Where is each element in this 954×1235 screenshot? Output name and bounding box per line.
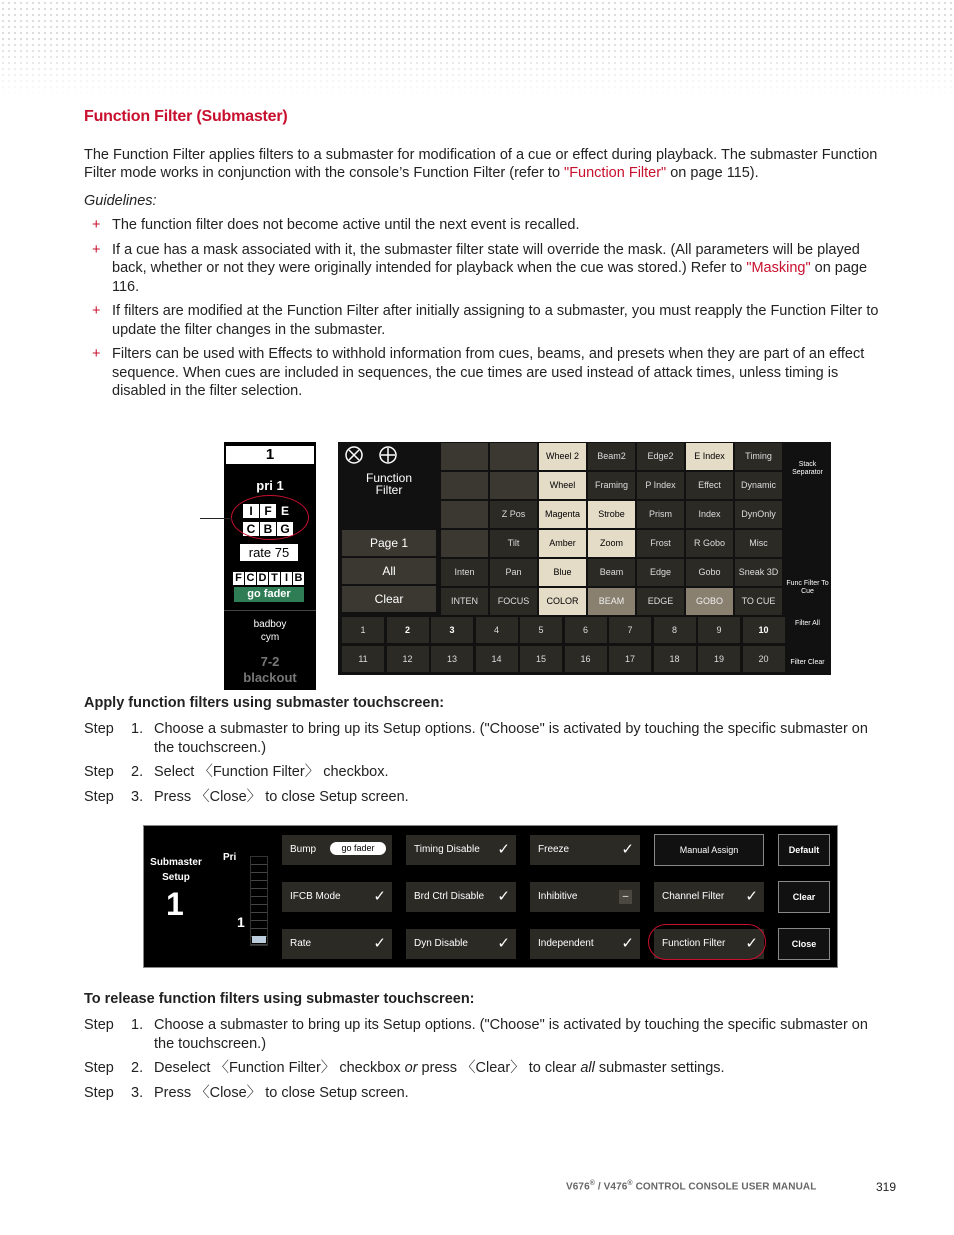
fcd-boxes bbox=[233, 568, 313, 586]
filter-cell[interactable]: FOCUS bbox=[490, 588, 537, 615]
check-icon: ✓ bbox=[745, 935, 758, 952]
check-icon: ✓ bbox=[497, 935, 510, 952]
number-button[interactable]: 7 bbox=[609, 617, 651, 643]
number-button[interactable]: 19 bbox=[698, 646, 740, 672]
function-filter-title bbox=[342, 472, 436, 496]
step-label: Step bbox=[84, 764, 114, 780]
guidelines-label: Guidelines: bbox=[84, 193, 157, 209]
title-line: Setup bbox=[162, 872, 190, 883]
number-button[interactable]: 18 bbox=[654, 646, 696, 672]
fcd-box: F bbox=[233, 572, 244, 585]
filter-cell[interactable]: Beam2 bbox=[588, 443, 635, 470]
empty-cell[interactable] bbox=[441, 501, 488, 528]
list-item bbox=[92, 302, 892, 339]
number-button[interactable]: 17 bbox=[609, 646, 651, 672]
inhibitive-label: Inhibitive bbox=[538, 891, 578, 902]
number-button[interactable]: 20 bbox=[743, 646, 785, 672]
filter-cell[interactable]: Dynamic bbox=[735, 472, 782, 499]
function-filter-panel bbox=[338, 442, 831, 675]
filter-cell[interactable]: Sneak 3D bbox=[735, 559, 782, 586]
number-button[interactable]: 3 bbox=[431, 617, 473, 643]
setup-number: 1 bbox=[166, 886, 184, 922]
level-label: 1 bbox=[237, 914, 245, 930]
step-item bbox=[84, 788, 874, 807]
filter-cell[interactable]: Tilt bbox=[490, 530, 537, 557]
step-text: Choose a submaster to bring up its Setup options. ("Choose" is activated by touching the specific submaster on the touchscreen.) bbox=[154, 721, 868, 756]
fcd-box: C bbox=[246, 572, 255, 584]
filter-cell[interactable]: Prism bbox=[637, 501, 684, 528]
step-text-part: press 〈Clear〉 to clear bbox=[417, 1060, 581, 1076]
step-number: 2. bbox=[131, 764, 144, 780]
independent-label: Independent bbox=[538, 938, 594, 949]
step-label: Step bbox=[84, 1084, 114, 1101]
bullet-text: If a cue has a mask associated with it, the submaster filter state will override the mask. (All parameters will be played back, whether or not they were originally intended for playback when the cue was stored.) Refer to bbox=[112, 241, 860, 276]
filter-cell[interactable]: GOBO bbox=[686, 588, 733, 615]
title-line: Filter bbox=[375, 483, 403, 497]
step-text: Press 〈Close〉 to close Setup screen. bbox=[154, 788, 409, 805]
apply-heading: Apply function filters using submaster touchscreen: bbox=[84, 695, 445, 711]
bullet-text-end: on page 116. bbox=[112, 260, 868, 295]
filter-cell[interactable]: Zoom bbox=[588, 530, 635, 557]
check-icon: ✓ bbox=[621, 841, 634, 858]
filter-cell[interactable]: EDGE bbox=[637, 588, 684, 615]
filter-cell[interactable]: Amber bbox=[539, 530, 586, 557]
filter-box: I bbox=[243, 504, 259, 518]
filter-cell[interactable]: Frost bbox=[637, 530, 684, 557]
number-button[interactable]: 4 bbox=[476, 617, 518, 643]
cue-status: blackout bbox=[243, 670, 297, 685]
setup-title bbox=[150, 855, 202, 885]
check-icon: ✓ bbox=[745, 888, 758, 905]
func-filter-to-cue-label[interactable]: Func Filter To Cue bbox=[786, 580, 829, 595]
bullet-icon: + bbox=[92, 241, 101, 258]
filter-cell[interactable]: Beam bbox=[588, 559, 635, 586]
intro-paragraph bbox=[84, 146, 894, 182]
filter-cell[interactable]: DynOnly bbox=[735, 501, 782, 528]
step-number: 1. bbox=[131, 721, 144, 737]
number-button[interactable]: 6 bbox=[565, 617, 607, 643]
channel-filter-label: Channel Filter bbox=[662, 891, 725, 902]
filter-cell[interactable]: P Index bbox=[637, 472, 684, 499]
fcd-box: I bbox=[281, 572, 292, 585]
check-icon: ✓ bbox=[373, 935, 386, 952]
cue-number: 7-2 bbox=[260, 654, 280, 669]
guidelines-list bbox=[92, 216, 892, 407]
brd-ctrl-disable-button[interactable] bbox=[406, 882, 516, 912]
filter-cell[interactable]: INTEN bbox=[441, 588, 488, 615]
number-button[interactable]: 15 bbox=[520, 646, 562, 672]
empty-cell[interactable] bbox=[490, 443, 537, 470]
filter-cell[interactable]: Magenta bbox=[539, 501, 586, 528]
level-thumb[interactable] bbox=[252, 936, 266, 943]
ifcb-mode-button[interactable] bbox=[282, 882, 392, 912]
highlight-circle bbox=[648, 924, 766, 960]
dash-icon: – bbox=[619, 890, 632, 904]
submaster-cue bbox=[224, 654, 316, 686]
inhibitive-button[interactable] bbox=[530, 882, 640, 912]
submaster-name bbox=[224, 618, 316, 644]
filter-box: G bbox=[277, 522, 293, 536]
step-item bbox=[84, 1059, 874, 1078]
all-button[interactable]: All bbox=[342, 558, 436, 584]
filter-cell[interactable]: Strobe bbox=[588, 501, 635, 528]
filter-cell[interactable]: Wheel bbox=[539, 472, 586, 499]
filter-cell[interactable]: R Gobo bbox=[686, 530, 733, 557]
filter-all-label[interactable]: Filter All bbox=[795, 620, 820, 627]
bump-label: Bump bbox=[290, 844, 317, 855]
footer-title bbox=[566, 1180, 816, 1192]
step-item bbox=[84, 1016, 874, 1053]
bullet-text: The function filter does not become active until the next event is recalled. bbox=[112, 217, 580, 233]
brd-ctrl-disable-label: Brd Ctrl Disable bbox=[414, 891, 485, 902]
section-heading: Function Filter (Submaster) bbox=[84, 108, 288, 125]
bump-button[interactable] bbox=[282, 835, 392, 865]
list-item bbox=[92, 241, 892, 297]
masking-link[interactable]: "Masking" bbox=[746, 260, 811, 276]
independent-button[interactable] bbox=[530, 929, 640, 959]
divider bbox=[224, 610, 316, 611]
footer-reg: ® bbox=[627, 1180, 633, 1187]
step-text: Press 〈Close〉 to close Setup screen. bbox=[154, 1084, 409, 1101]
number-button[interactable]: 5 bbox=[520, 617, 562, 643]
timing-disable-label: Timing Disable bbox=[414, 844, 480, 855]
freeze-button[interactable] bbox=[530, 835, 640, 865]
submaster-priority: pri 1 bbox=[256, 478, 284, 493]
pri-label: Pri bbox=[223, 852, 237, 863]
filter-cell[interactable]: E Index bbox=[686, 443, 733, 470]
bullet-icon: + bbox=[92, 217, 101, 233]
step-text-part: submaster settings. bbox=[594, 1060, 725, 1076]
empty-cell[interactable] bbox=[490, 472, 537, 499]
filter-cell[interactable]: TO CUE bbox=[735, 588, 782, 615]
bullet-icon: + bbox=[92, 346, 101, 362]
release-heading: To release function filters using submaster touchscreen: bbox=[84, 991, 475, 1007]
page-number: 319 bbox=[876, 1180, 897, 1194]
name-line: cym bbox=[260, 632, 280, 643]
step-text: Choose a submaster to bring up its Setup options. ("Choose" is activated by touching the specific submaster on the touchscreen.) bbox=[154, 1017, 868, 1052]
filter-box: C bbox=[243, 522, 259, 536]
dyn-disable-label: Dyn Disable bbox=[414, 938, 468, 949]
go-fader-select[interactable]: go fader bbox=[330, 842, 386, 855]
fcd-box: T bbox=[269, 572, 280, 585]
apply-steps bbox=[84, 720, 874, 806]
timing-disable-button[interactable] bbox=[406, 835, 516, 865]
check-icon: ✓ bbox=[373, 888, 386, 905]
number-button[interactable]: 13 bbox=[431, 646, 473, 672]
dyn-disable-button[interactable] bbox=[406, 929, 516, 959]
highlight-circle bbox=[231, 495, 309, 540]
filter-clear-label[interactable]: Filter Clear bbox=[790, 659, 825, 666]
number-button[interactable]: 14 bbox=[476, 646, 518, 672]
freeze-label: Freeze bbox=[538, 844, 570, 855]
filter-cell[interactable]: COLOR bbox=[539, 588, 586, 615]
check-icon: ✓ bbox=[497, 888, 510, 905]
filter-cell[interactable]: Timing bbox=[735, 443, 782, 470]
close-icon[interactable] bbox=[344, 444, 400, 466]
ifcb-mode-label: IFCB Mode bbox=[290, 891, 341, 902]
clear-button[interactable]: Clear bbox=[778, 881, 830, 913]
function-filter-label: Function Filter bbox=[662, 938, 726, 949]
filter-cell[interactable]: Framing bbox=[588, 472, 635, 499]
submaster-touchscreen[interactable] bbox=[224, 442, 316, 690]
fcd-box: B bbox=[294, 572, 303, 584]
number-button[interactable]: 2 bbox=[387, 617, 429, 643]
step-label: Step bbox=[84, 721, 114, 737]
footer-manual: CONTROL CONSOLE USER MANUAL bbox=[632, 1181, 817, 1193]
submaster-setup-panel bbox=[143, 825, 838, 968]
list-item bbox=[92, 216, 892, 235]
step-number: 3. bbox=[131, 1084, 144, 1101]
fcd-box: D bbox=[258, 572, 267, 584]
clear-button[interactable]: Clear bbox=[342, 586, 436, 612]
release-steps bbox=[84, 1016, 874, 1102]
number-button[interactable]: 10 bbox=[743, 617, 785, 643]
number-button[interactable]: 16 bbox=[565, 646, 607, 672]
list-item bbox=[92, 345, 892, 401]
check-icon: ✓ bbox=[497, 841, 510, 858]
step-text: Select 〈Function Filter〉 checkbox. bbox=[154, 764, 389, 780]
check-icon: ✓ bbox=[621, 935, 634, 952]
filter-cell[interactable]: Z Pos bbox=[490, 501, 537, 528]
number-button[interactable]: 12 bbox=[387, 646, 429, 672]
submaster-rate: rate 75 bbox=[240, 544, 298, 561]
filter-box: B bbox=[260, 522, 276, 536]
title-line: Function bbox=[365, 471, 413, 485]
bullet-text: If filters are modified at the Function Filter after initially assigning to a submaster, you must reapply the Function Filter to update the filter changes in the submaster. bbox=[112, 303, 879, 338]
manual-assign-button[interactable]: Manual Assign bbox=[654, 834, 764, 866]
default-button[interactable]: Default bbox=[778, 834, 830, 866]
filter-cell[interactable]: Index bbox=[686, 501, 733, 528]
number-button[interactable]: 9 bbox=[698, 617, 740, 643]
empty-cell[interactable] bbox=[441, 530, 488, 557]
function-filter-link[interactable]: "Function Filter" bbox=[564, 165, 667, 181]
rate-button[interactable] bbox=[282, 929, 392, 959]
level-meter[interactable] bbox=[250, 856, 268, 946]
filter-cell[interactable]: Edge2 bbox=[637, 443, 684, 470]
empty-cell[interactable] bbox=[441, 443, 488, 470]
world-map-background bbox=[0, 0, 954, 100]
number-button[interactable]: 11 bbox=[342, 646, 384, 672]
footer-model: V676 bbox=[566, 1181, 590, 1193]
bullet-icon: + bbox=[92, 303, 101, 319]
filter-cell[interactable]: BEAM bbox=[588, 588, 635, 615]
step-item bbox=[84, 763, 874, 782]
filter-cell[interactable]: Edge bbox=[637, 559, 684, 586]
go-fader-badge: go fader bbox=[234, 587, 304, 602]
intro-text-end: on page 115). bbox=[666, 165, 759, 181]
footer-reg: ® bbox=[589, 1180, 596, 1187]
step-number: 2. bbox=[131, 1060, 144, 1076]
step-text-all: all bbox=[580, 1060, 595, 1076]
stack-separator-label[interactable]: Stack Separator bbox=[792, 461, 823, 476]
number-button[interactable]: 8 bbox=[654, 617, 696, 643]
step-text bbox=[154, 1059, 874, 1078]
step-label: Step bbox=[84, 1017, 114, 1033]
step-text-part: Deselect 〈Function Filter〉 checkbox bbox=[154, 1060, 405, 1076]
step-text-or: or bbox=[404, 1060, 418, 1076]
intro-text: The Function Filter applies filters to a submaster for modification of a cue or effect during playback. The submaster Function Filter mode works in conjunction with the console’s Function Filter (refer to bbox=[84, 147, 878, 181]
step-number: 1. bbox=[131, 1017, 144, 1033]
step-item bbox=[84, 1084, 874, 1103]
filter-cell[interactable]: Misc bbox=[735, 530, 782, 557]
step-number: 3. bbox=[131, 788, 144, 805]
filter-box: E bbox=[277, 504, 293, 518]
filter-cell[interactable]: Effect bbox=[686, 472, 733, 499]
name-line: badboy bbox=[253, 619, 287, 630]
empty-cell[interactable] bbox=[441, 472, 488, 499]
close-button[interactable]: Close bbox=[778, 928, 830, 960]
number-button[interactable]: 1 bbox=[342, 617, 384, 643]
page-button[interactable]: Page 1 bbox=[342, 530, 436, 556]
step-item bbox=[84, 720, 874, 757]
filter-cell[interactable]: Inten bbox=[441, 559, 488, 586]
step-label: Step bbox=[84, 788, 114, 805]
title-line: Submaster bbox=[150, 857, 202, 868]
leader-line bbox=[200, 518, 232, 519]
filter-cell[interactable]: Gobo bbox=[686, 559, 733, 586]
filter-cell[interactable]: Blue bbox=[539, 559, 586, 586]
step-label: Step bbox=[84, 1060, 114, 1076]
filter-cell[interactable]: Pan bbox=[490, 559, 537, 586]
footer-model-2: / V476 bbox=[595, 1181, 628, 1193]
filter-cell[interactable]: Wheel 2 bbox=[539, 443, 586, 470]
filter-box: F bbox=[260, 504, 276, 518]
bullet-text: Filters can be used with Effects to withhold information from cues, beams, and presets when they are part of an effect sequence. When cues are included in sequences, the cue times are used instead of attack times, unless timing is disabled in the filter selection. bbox=[112, 346, 865, 399]
channel-filter-button[interactable] bbox=[654, 882, 764, 912]
submaster-number: 1 bbox=[226, 446, 314, 464]
rate-label: Rate bbox=[290, 938, 312, 949]
